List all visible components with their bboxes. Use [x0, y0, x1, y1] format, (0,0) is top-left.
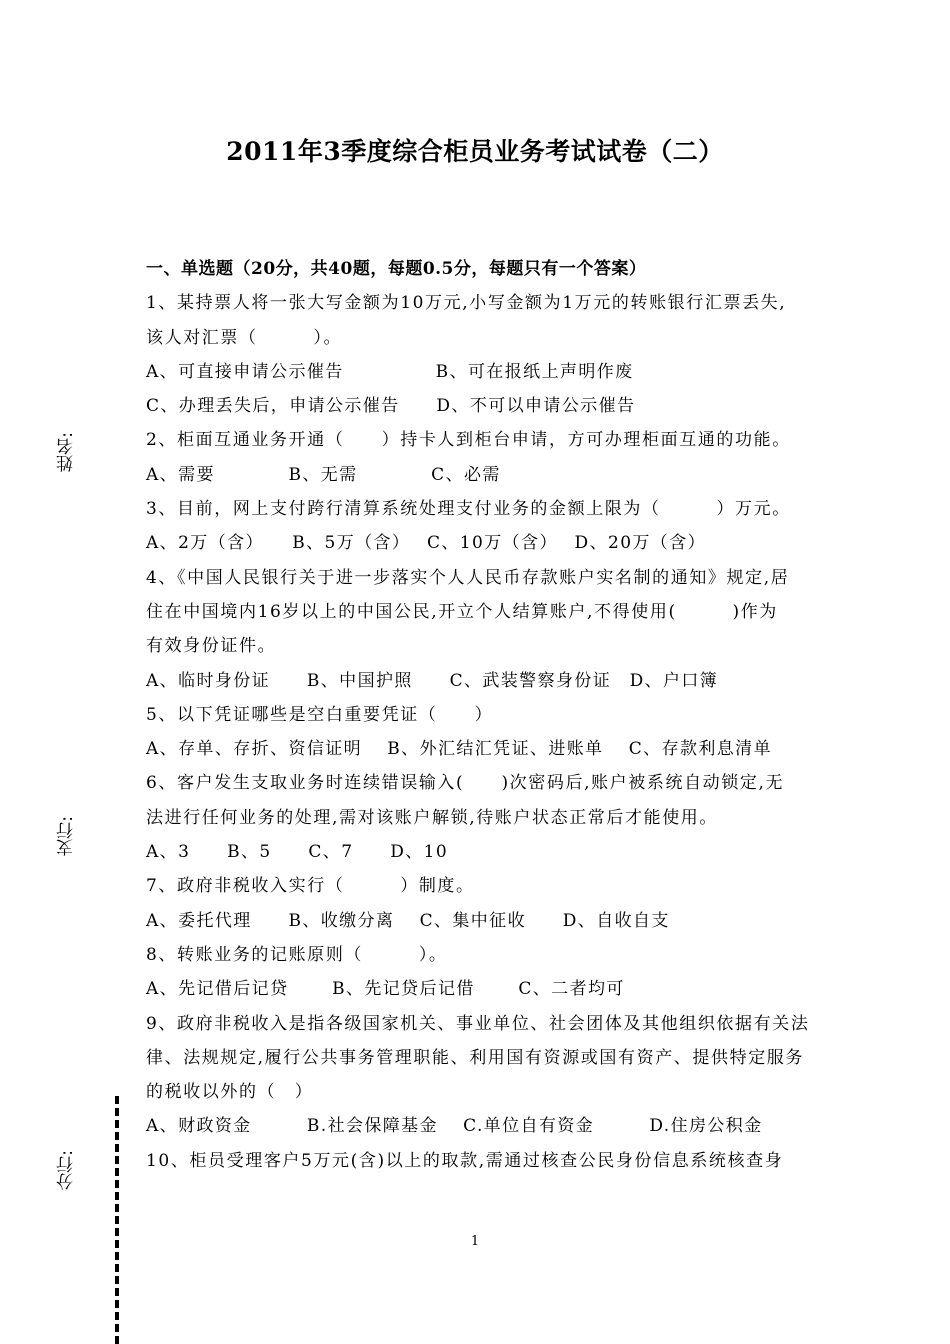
binding-cut-line	[115, 1096, 119, 1344]
answer-options: A、可直接申请公示催告 B、可在报纸上声明作废	[146, 361, 634, 382]
question-text-line: 2、柜面互通业务开通（ ）持卡人到柜台申请，方可办理柜面互通的功能。	[146, 430, 791, 451]
question-9	[146, 1007, 811, 1144]
question-text-line: 法进行任何业务的处理,需对该账户解锁,待账户状态正常后才能使用。	[146, 807, 719, 828]
answer-options: A、临时身份证 B、中国护照 C、武装警察身份证 D、户口簿	[146, 670, 719, 691]
question-text-line: 该人对汇票（ ）。	[146, 327, 343, 348]
question-text-line: 10、柜员受理客户5万元(含)以上的取款,需通过核查公民身份信息系统核查身	[146, 1150, 784, 1171]
question-8	[146, 938, 811, 1007]
sub-branch-field-label: 支行:	[57, 816, 77, 856]
question-7	[146, 869, 811, 938]
branch-field-label: 分行:	[57, 1150, 77, 1190]
question-text-line: 有效身份证件。	[146, 636, 277, 657]
question-text-line: 6、客户发生支取业务时连续错误输入( )次密码后,账户被系统自动锁定,无	[146, 773, 785, 794]
question-text-line: 9、政府非税收入是指各级国家机关、事业单位、社会团体及其他组织依据有关法	[146, 1013, 810, 1034]
answer-options: A、先记借后记贷 B、先记贷后记借 C、二者均可	[146, 979, 625, 1000]
question-3	[146, 492, 811, 561]
question-text-line: 4、《中国人民银行关于进一步落实个人人民币存款账户实名制的通知》规定,居	[146, 567, 790, 588]
answer-options: A、2万（含） B、5万（含） C、10万（含） D、20万（含）	[146, 533, 707, 554]
question-text-line: 8、转账业务的记账原则（ ）。	[146, 944, 448, 965]
answer-options: A、存单、存折、资信证明 B、外汇结汇凭证、进账单 C、存款利息清单	[146, 739, 772, 760]
page-number: 1	[470, 1234, 480, 1249]
section-heading: 一、单选题（20分，共40题，每题0.5分，每题只有一个答案）	[146, 259, 647, 279]
answer-options: A、财政资金 B.社会保障基金 C.单位自有资金 D.住房公积金	[146, 1116, 763, 1137]
question-list	[146, 286, 811, 1178]
question-4	[146, 561, 811, 698]
question-text-line: 住在中国境内16岁以上的中国公民,开立个人结算账户,不得使用( )作为	[146, 601, 778, 622]
question-1	[146, 286, 811, 423]
question-text-line: 律、法规规定,履行公共事务管理职能、利用国有资源或国有资产、提供特定服务	[146, 1047, 805, 1068]
question-2	[146, 423, 811, 492]
exam-title: 2011年3季度综合柜员业务考试试卷（二）	[226, 137, 724, 166]
question-5	[146, 698, 811, 767]
answer-options: A、需要 B、无需 C、必需	[146, 464, 501, 485]
exam-content	[146, 252, 811, 1178]
answer-options: A、委托代理 B、收缴分离 C、集中征收 D、自收自支	[146, 910, 670, 931]
name-field-label: 姓名:	[57, 432, 77, 472]
question-text-line: 的税收以外的（ ）	[146, 1082, 314, 1103]
question-10	[146, 1144, 811, 1178]
question-text-line: 3、目前，网上支付跨行清算系统处理支付业务的金额上限为（ ）万元。	[146, 499, 791, 520]
answer-options: C、办理丢失后，申请公示催告 D、不可以申请公示催告	[146, 396, 636, 417]
question-6	[146, 766, 811, 869]
question-text-line: 1、某持票人将一张大写金额为10万元,小写金额为1万元的转账银行汇票丢失,	[146, 293, 787, 314]
question-text-line: 5、以下凭证哪些是空白重要凭证（ ）	[146, 704, 494, 725]
answer-options: A、3 B、5 C、7 D、10	[146, 842, 449, 863]
question-text-line: 7、政府非税收入实行（ ）制度。	[146, 876, 475, 897]
